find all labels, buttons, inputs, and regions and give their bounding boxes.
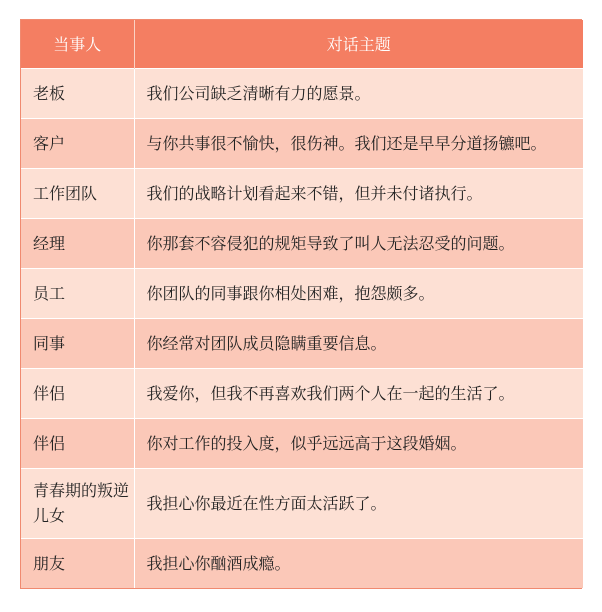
topic-cell: 你团队的同事跟你相处困难，抱怨颇多。 [134, 268, 583, 318]
table-row [21, 68, 583, 118]
party-cell: 客户 [21, 118, 134, 168]
topic-cell: 我爱你，但我不再喜欢我们两个人在一起的生活了。 [134, 368, 583, 418]
topic-cell: 我担心你最近在性方面太活跃了。 [134, 468, 583, 538]
party-cell: 朋友 [21, 538, 134, 588]
table-row [21, 368, 583, 418]
topic-cell: 与你共事很不愉快，很伤神。我们还是早早分道扬镳吧。 [134, 118, 583, 168]
topic-cell: 我们公司缺乏清晰有力的愿景。 [134, 68, 583, 118]
table-row [21, 318, 583, 368]
party-cell: 同事 [21, 318, 134, 368]
topic-cell: 你经常对团队成员隐瞒重要信息。 [134, 318, 583, 368]
header-topic: 对话主题 [134, 20, 583, 68]
table-header-row [21, 20, 583, 68]
party-cell: 老板 [21, 68, 134, 118]
party-cell: 伴侣 [21, 418, 134, 468]
table-row [21, 118, 583, 168]
table-row [21, 268, 583, 318]
header-party: 当事人 [21, 20, 134, 68]
party-cell: 经理 [21, 218, 134, 268]
party-cell: 工作团队 [21, 168, 134, 218]
party-cell: 员工 [21, 268, 134, 318]
table-row [21, 218, 583, 268]
party-cell: 青春期的叛逆儿女 [21, 468, 134, 538]
conversation-table [20, 19, 582, 589]
table-row [21, 418, 583, 468]
topic-cell: 我担心你酗酒成瘾。 [134, 538, 583, 588]
topic-cell: 你那套不容侵犯的规矩导致了叫人无法忍受的问题。 [134, 218, 583, 268]
table-row [21, 538, 583, 588]
table-row [21, 168, 583, 218]
party-cell: 伴侣 [21, 368, 134, 418]
conversation-table-grid [21, 20, 583, 588]
table-row [21, 468, 583, 538]
topic-cell: 我们的战略计划看起来不错，但并未付诸执行。 [134, 168, 583, 218]
topic-cell: 你对工作的投入度，似乎远远高于这段婚姻。 [134, 418, 583, 468]
